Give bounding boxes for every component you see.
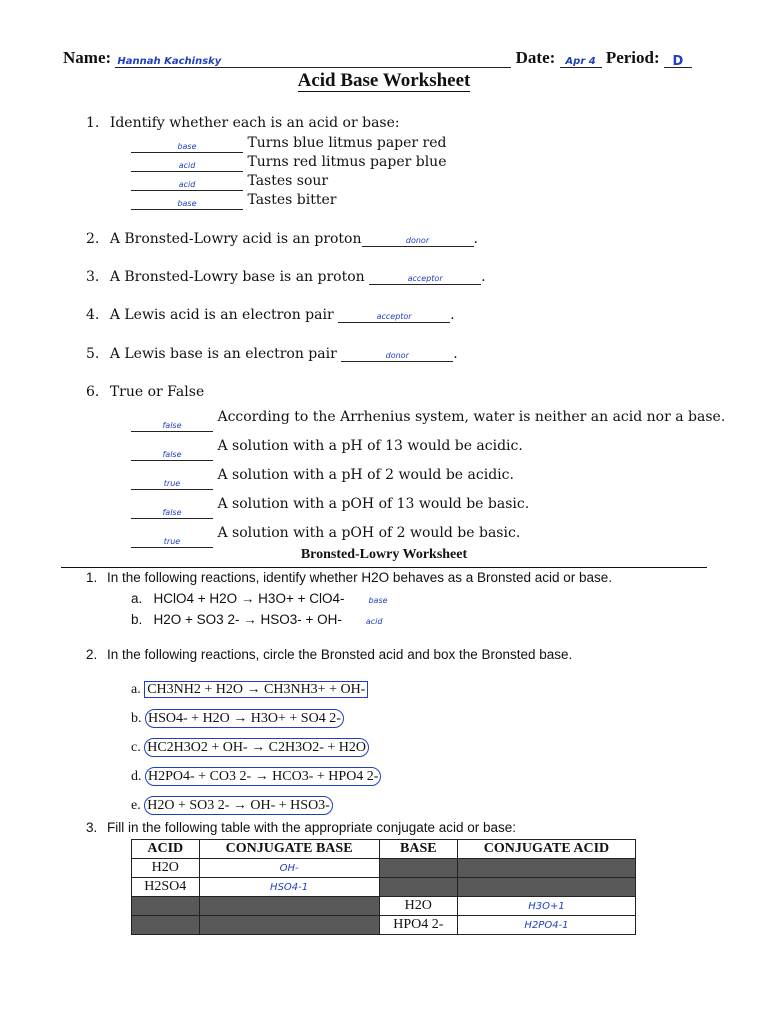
- item-text: A solution with a pOH of 13 would be basic.: [217, 496, 530, 512]
- bl-q3-text: Fill in the following table with the appropriate conjugate acid or base:: [107, 820, 517, 835]
- column-header: BASE: [379, 840, 457, 859]
- name-value: Hannah Kachinsky: [117, 56, 222, 67]
- handwritten-answer: base: [177, 199, 197, 208]
- conjugate-table: [131, 839, 636, 935]
- conj-base-cell[interactable]: HSO4-1: [199, 878, 379, 897]
- shaded-cell: [379, 878, 457, 897]
- q1-num: 1.: [86, 115, 100, 131]
- base-cell: HPO4 2-: [379, 916, 457, 935]
- bl-q1-num: 1.: [86, 570, 98, 585]
- section-divider: [61, 567, 707, 568]
- q6-item: [131, 461, 725, 490]
- reaction-letter: c.: [131, 740, 141, 755]
- bl-q3-num: 3.: [86, 820, 98, 835]
- bl-q2-num: 2.: [86, 647, 98, 662]
- q2-answer-blank[interactable]: [362, 232, 474, 247]
- q3-text: A Bronsted-Lowry base is an proton: [109, 269, 365, 285]
- q1: [86, 115, 400, 131]
- table-header-row: [132, 840, 636, 859]
- q2-text: A Bronsted-Lowry acid is an proton: [109, 231, 362, 247]
- handwritten-answer: base: [177, 142, 197, 151]
- q1-text: Identify whether each is an acid or base:: [109, 115, 400, 131]
- q1-item: [131, 191, 447, 210]
- table-row: [132, 859, 636, 878]
- bl-q1: [86, 570, 612, 585]
- q3: 3. A Bronsted-Lowry base is an proton acceptor .: [86, 269, 486, 285]
- date-value: Apr 4: [565, 56, 596, 67]
- answer-blank[interactable]: [131, 533, 213, 548]
- conj-acid-cell[interactable]: H2PO4-1: [457, 916, 635, 935]
- handwritten-answer: false: [162, 421, 182, 430]
- q6-item: [131, 403, 725, 432]
- q6-num: 6.: [86, 384, 100, 400]
- q6-item: [131, 432, 725, 461]
- item-text: A solution with a pOH of 2 would be basic.: [217, 525, 521, 541]
- q6-item: [131, 519, 725, 548]
- shaded-cell: [199, 897, 379, 916]
- reaction-letter: a.: [131, 591, 143, 606]
- reaction-equation: HC2H3O2 + OH- → C2H3O2- + H2O: [144, 738, 369, 757]
- answer-blank[interactable]: [131, 417, 213, 432]
- handwritten-answer: true: [163, 479, 181, 488]
- handwritten-answer: false: [162, 450, 182, 459]
- q3-num: 3.: [86, 269, 100, 285]
- reaction-row: [131, 791, 381, 820]
- period-field[interactable]: [664, 51, 692, 68]
- conj-base-cell[interactable]: OH-: [199, 859, 379, 878]
- bl-q2-text: In the following reactions, circle the Bronsted acid and box the Bronsted base.: [107, 647, 573, 662]
- item-text: Tastes sour: [247, 173, 329, 189]
- q6-items: [131, 403, 725, 548]
- q4-num: 4.: [86, 307, 100, 323]
- answer-blank[interactable]: [131, 157, 243, 172]
- q2: 2. A Bronsted-Lowry acid is an proton donor .: [86, 231, 478, 247]
- date-label: Date:: [515, 48, 556, 67]
- q2-num: 2.: [86, 231, 100, 247]
- reaction-letter: e.: [131, 798, 141, 813]
- reaction-row: [131, 762, 381, 791]
- date-field[interactable]: [560, 51, 602, 68]
- bl-q3: [86, 820, 516, 835]
- q1-item: [131, 172, 447, 191]
- shaded-cell: [199, 916, 379, 935]
- q1-item: [131, 134, 447, 153]
- name-label: Name:: [63, 48, 112, 67]
- shaded-cell: [132, 897, 200, 916]
- item-text: A solution with a pH of 2 would be acidic.: [217, 467, 514, 483]
- page-title: Acid Base Worksheet: [297, 70, 471, 91]
- reaction-row: [131, 589, 388, 610]
- handwritten-answer: base: [368, 596, 388, 605]
- reaction-equation: H2O + SO3 2- → OH- + HSO3-: [144, 796, 333, 815]
- q5: 5. A Lewis base is an electron pair donor .: [86, 346, 458, 362]
- shaded-cell: [457, 859, 635, 878]
- reaction-row: [131, 704, 381, 733]
- column-header: CONJUGATE ACID: [457, 840, 635, 859]
- column-header: CONJUGATE BASE: [199, 840, 379, 859]
- reaction-letter: d.: [131, 769, 142, 784]
- q3-answer-blank[interactable]: [369, 270, 481, 285]
- handwritten-answer: acceptor: [407, 274, 443, 283]
- handwritten-answer: false: [162, 508, 182, 517]
- answer-blank[interactable]: [131, 195, 243, 210]
- shaded-cell: [132, 916, 200, 935]
- q5-num: 5.: [86, 346, 100, 362]
- reaction-row: [131, 733, 381, 762]
- acid-cell: H2O: [132, 859, 200, 878]
- reaction-equation: HSO4- + H2O → H3O+ + SO4 2-: [145, 709, 344, 728]
- handwritten-answer: true: [163, 537, 181, 546]
- acid-cell: H2SO4: [132, 878, 200, 897]
- table-row: [132, 878, 636, 897]
- q6-text: True or False: [109, 384, 205, 400]
- reaction-equation: CH3NH2 + H2O → CH3NH3+ + OH-: [144, 681, 368, 698]
- answer-blank[interactable]: [131, 176, 243, 191]
- reaction-equation: H2PO4- + CO3 2- → HCO3- + HPO4 2-: [145, 767, 381, 786]
- shaded-cell: [379, 859, 457, 878]
- item-text: Tastes bitter: [247, 192, 337, 208]
- bl-q2: [86, 647, 572, 662]
- reaction-letter: b.: [131, 711, 142, 726]
- answer-blank[interactable]: [131, 446, 213, 461]
- table-row: [132, 897, 636, 916]
- answer-blank[interactable]: [131, 138, 243, 153]
- q4: 4. A Lewis acid is an electron pair acceptor .: [86, 307, 455, 323]
- reaction-equation: HClO4 + H2O → H3O+ + ClO4-: [153, 591, 345, 606]
- item-text: Turns red litmus paper blue: [247, 154, 447, 170]
- header-line: [63, 48, 713, 68]
- answer-blank[interactable]: [131, 475, 213, 490]
- reaction-letter: b.: [131, 612, 143, 627]
- period-label: Period:: [605, 48, 660, 67]
- section-title: Bronsted-Lowry Worksheet: [300, 547, 468, 562]
- q5-text: A Lewis base is an electron pair: [109, 346, 337, 362]
- column-header: ACID: [132, 840, 200, 859]
- title-wrap: [0, 70, 768, 92]
- bl-q1-text: In the following reactions, identify whether H2O behaves as a Bronsted acid or base.: [107, 570, 613, 585]
- handwritten-answer: acid: [178, 161, 196, 170]
- q6-item: [131, 490, 725, 519]
- q1-items: [131, 134, 447, 210]
- handwritten-answer: acceptor: [376, 312, 412, 321]
- item-text: Turns blue litmus paper red: [247, 135, 447, 151]
- reaction-row: [131, 610, 388, 631]
- item-text: A solution with a pH of 13 would be acidic.: [217, 438, 523, 454]
- handwritten-answer: acid: [365, 617, 383, 626]
- item-text: According to the Arrhenius system, water is neither an acid nor a base.: [217, 409, 726, 425]
- reaction-letter: a.: [131, 682, 141, 697]
- table-row: [132, 916, 636, 935]
- q6: [86, 384, 204, 400]
- q1-item: [131, 153, 447, 172]
- q5-answer-blank[interactable]: [341, 347, 453, 362]
- name-field[interactable]: [115, 51, 511, 68]
- bl-q2-reactions: [131, 675, 381, 820]
- shaded-cell: [457, 878, 635, 897]
- period-value: D: [672, 54, 684, 69]
- handwritten-answer: donor: [405, 236, 430, 245]
- handwritten-answer: acid: [178, 180, 196, 189]
- base-cell: H2O: [379, 897, 457, 916]
- q4-text: A Lewis acid is an electron pair: [109, 307, 334, 323]
- answer-blank[interactable]: [131, 504, 213, 519]
- reaction-row: [131, 675, 381, 704]
- bl-q1-reactions: [131, 589, 388, 631]
- handwritten-answer: donor: [385, 351, 409, 360]
- conj-acid-cell[interactable]: H3O+1: [457, 897, 635, 916]
- reaction-equation: H2O + SO3 2- → HSO3- + OH-: [153, 612, 342, 627]
- q4-answer-blank[interactable]: [338, 308, 450, 323]
